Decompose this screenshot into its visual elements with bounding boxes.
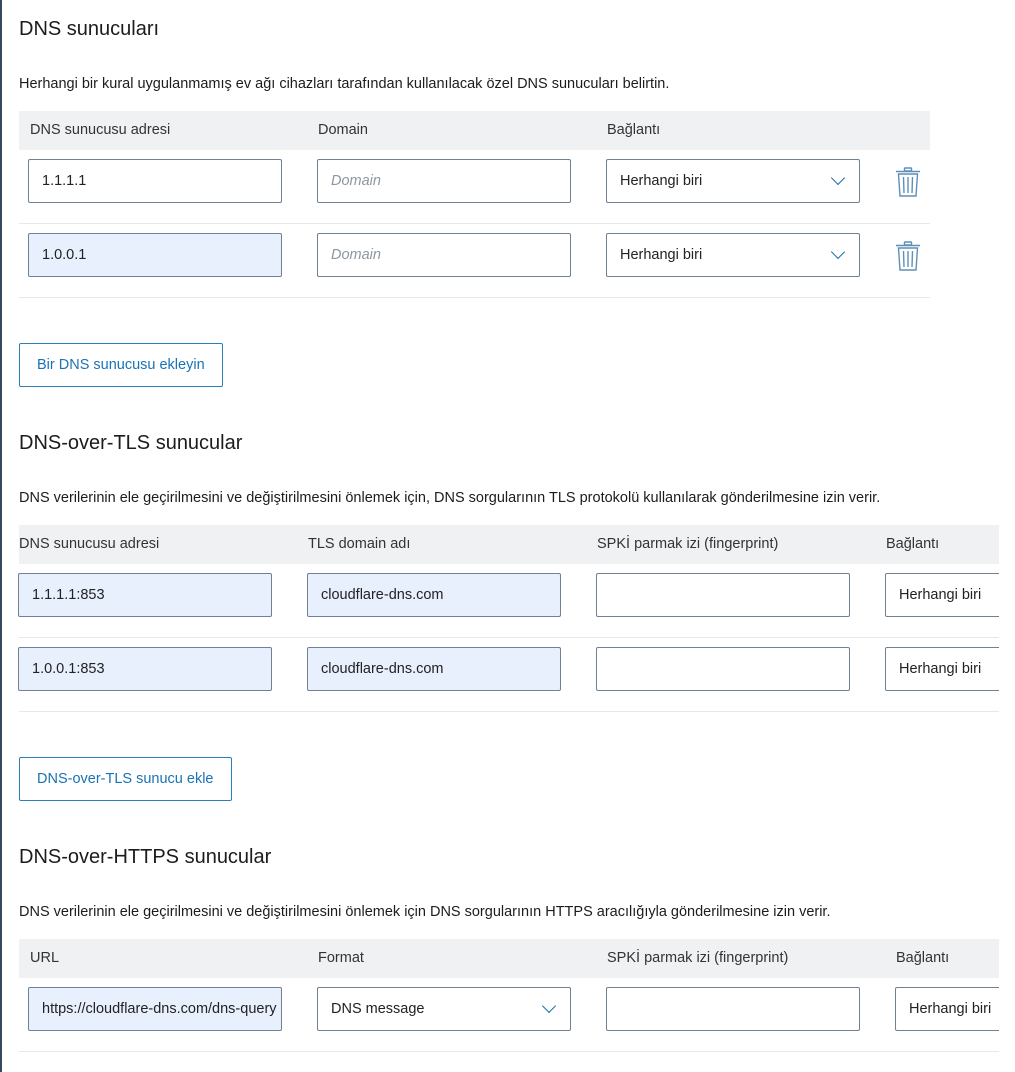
connection-select[interactable] (606, 159, 860, 203)
row-divider (19, 223, 930, 224)
dns-address-input[interactable]: 1.1.1.1 (28, 159, 282, 203)
col-spki: SPKİ parmak izi (fingerprint) (597, 536, 779, 552)
col-url: URL (30, 950, 60, 966)
col-connection: Bağlantı (886, 536, 940, 552)
add-dns-server-button[interactable]: Bir DNS sunucusu ekleyin (19, 343, 223, 387)
col-spki: SPKİ parmak izi (fingerprint) (607, 950, 789, 966)
tls-section-title: DNS-over-TLS sunucular (19, 432, 243, 454)
tls-domain-input[interactable]: cloudflare-dns.com (307, 573, 561, 617)
row-divider (19, 1051, 999, 1052)
https-table-header (19, 939, 999, 978)
trash-icon[interactable] (895, 241, 921, 271)
row-divider (19, 711, 999, 712)
connection-select[interactable] (885, 647, 999, 691)
connection-select-value: Herhangi biri (620, 247, 703, 263)
tls-address-input[interactable]: 1.0.0.1:853 (18, 647, 272, 691)
connection-select-value: Herhangi biri (899, 661, 982, 677)
dns-section-title: DNS sunucuları (19, 18, 160, 40)
chevron-down-icon (831, 245, 845, 259)
connection-select[interactable] (606, 233, 860, 277)
dns-table-header (19, 111, 930, 150)
row-divider (19, 297, 930, 298)
col-connection: Bağlantı (896, 950, 950, 966)
domain-input[interactable]: Domain (317, 233, 571, 277)
connection-select-value: Herhangi biri (909, 1001, 992, 1017)
https-section-title: DNS-over-HTTPS sunucular (19, 846, 272, 868)
spki-input[interactable] (596, 647, 850, 691)
url-input[interactable]: https://cloudflare-dns.com/dns-query (28, 987, 282, 1031)
tls-table-header (19, 525, 999, 564)
trash-icon[interactable] (895, 167, 921, 197)
connection-select-value: Herhangi biri (899, 587, 982, 603)
col-domain: Domain (318, 122, 368, 138)
col-dns-address: DNS sunucusu adresi (30, 122, 171, 138)
tls-address-input[interactable]: 1.1.1.1:853 (18, 573, 272, 617)
format-select-value: DNS message (331, 1001, 425, 1017)
col-tls-domain: TLS domain adı (308, 536, 411, 552)
chevron-down-icon (542, 999, 556, 1013)
spki-input[interactable] (606, 987, 860, 1031)
format-select[interactable] (317, 987, 571, 1031)
dns-section-description: Herhangi bir kural uygulanmamış ev ağı cihazları tarafından kullanılacak özel DNS sunucuları belirtin. (19, 76, 670, 92)
chevron-down-icon (831, 171, 845, 185)
col-format: Format (318, 950, 364, 966)
col-connection: Bağlantı (607, 122, 661, 138)
tls-section-description: DNS verilerinin ele geçirilmesini ve değiştirilmesini önlemek için, DNS sorgularının TLS protokolü kullanılarak gönderilmesine izin verir. (19, 490, 881, 506)
add-tls-server-button[interactable]: DNS-over-TLS sunucu ekle (19, 757, 232, 801)
dns-address-input[interactable]: 1.0.0.1 (28, 233, 282, 277)
connection-select[interactable] (895, 987, 999, 1031)
https-section-description: DNS verilerinin ele geçirilmesini ve değiştirilmesini önlemek için DNS sorgularının HTTPS aracılığıyla gönderilmesine izin verir. (19, 904, 831, 920)
tls-domain-input[interactable]: cloudflare-dns.com (307, 647, 561, 691)
connection-select-value: Herhangi biri (620, 173, 703, 189)
col-dns-address: DNS sunucusu adresi (19, 536, 160, 552)
domain-input[interactable]: Domain (317, 159, 571, 203)
connection-select[interactable] (885, 573, 999, 617)
spki-input[interactable] (596, 573, 850, 617)
row-divider (19, 637, 999, 638)
